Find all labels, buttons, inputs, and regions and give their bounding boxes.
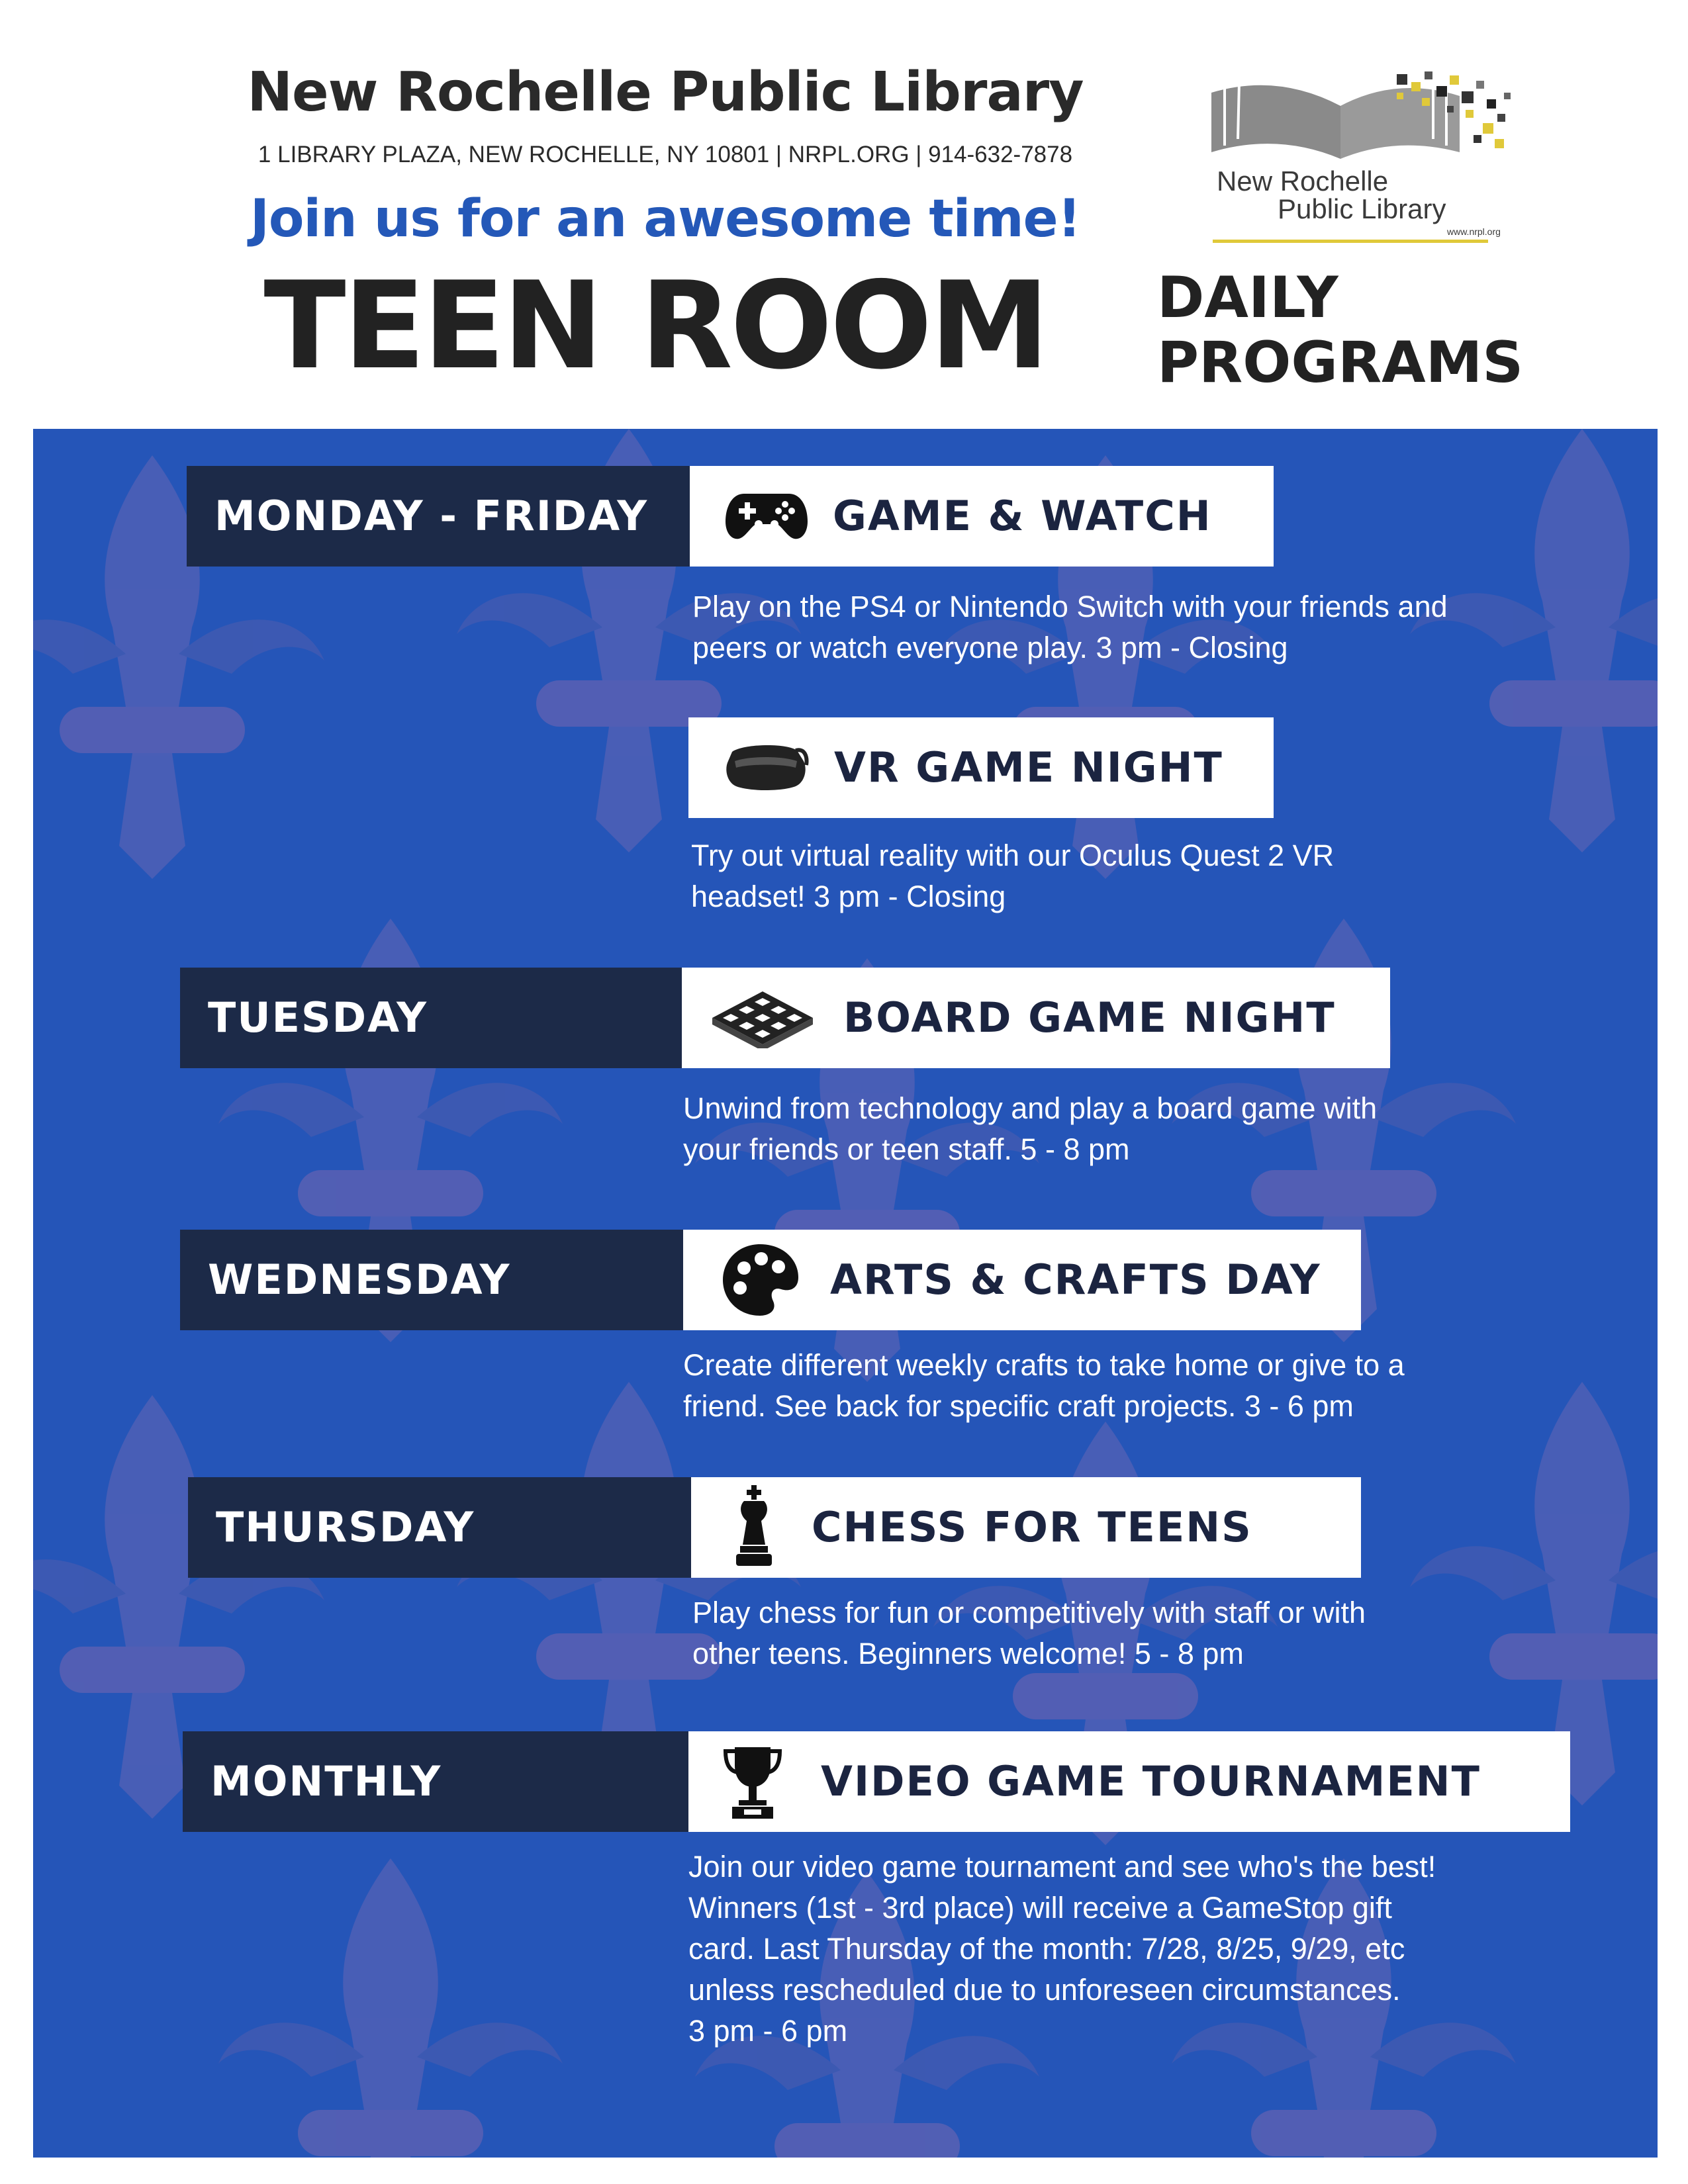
chess-king-icon — [731, 1484, 777, 1570]
program-description — [691, 835, 1334, 917]
program-description — [683, 1345, 1405, 1427]
program-title-box — [688, 1731, 1570, 1832]
schedule-panel — [33, 429, 1658, 2158]
description-line: headset! 3 pm - Closing — [691, 880, 1006, 913]
library-logo — [1198, 66, 1516, 251]
description-line: card. Last Thursday of the month: 7/28, 8/25, 9/29, etc — [688, 1932, 1405, 1966]
program-title-box — [690, 466, 1274, 567]
logo-underline — [1213, 240, 1488, 243]
description-line: Try out virtual reality with our Oculus Quest 2 VR — [691, 839, 1335, 872]
library-address: 1 LIBRARY PLAZA, NEW ROCHELLE, NY 10801 | NRPL.ORG | 914-632-7878 — [258, 142, 1073, 167]
page-subtitle-line1: DAILY — [1157, 265, 1338, 331]
program-description — [692, 1592, 1366, 1674]
description-line: unless rescheduled due to unforeseen circumstances. — [688, 1973, 1401, 2007]
description-line: Create different weekly crafts to take home or give to a — [683, 1348, 1405, 1382]
page-subtitle-line2: PROGRAMS — [1157, 330, 1524, 396]
palette-icon — [720, 1242, 800, 1318]
description-line: Unwind from technology and play a board game with — [683, 1091, 1378, 1125]
program-title: VIDEO GAME TOURNAMENT — [821, 1757, 1481, 1805]
description-line: 3 pm - 6 pm — [688, 2014, 848, 2048]
logo-url: www.nrpl.org — [1447, 226, 1501, 237]
trophy-icon — [723, 1743, 782, 1820]
program-title: CHESS FOR TEENS — [812, 1503, 1252, 1551]
page-title: TEEN ROOM — [263, 255, 1047, 396]
program-title-box — [683, 1230, 1361, 1330]
program-description — [683, 1088, 1377, 1170]
tagline: Join us for an awesome time! — [250, 189, 1081, 249]
day-label-tuesday: TUESDAY — [180, 968, 718, 1068]
book-logo-icon — [1198, 66, 1516, 165]
program-description — [692, 586, 1448, 668]
program-title-box — [682, 968, 1390, 1068]
description-line: Winners (1st - 3rd place) will receive a GameStop gift — [688, 1891, 1392, 1925]
day-label-thursday: THURSDAY — [188, 1477, 724, 1578]
chessboard-icon — [710, 989, 816, 1048]
program-title-box — [691, 1477, 1361, 1578]
program-title: GAME & WATCH — [833, 492, 1212, 540]
program-description — [688, 1846, 1436, 2052]
program-title-box — [688, 717, 1274, 818]
logo-text-line2: Public Library — [1278, 193, 1446, 224]
description-line: friend. See back for specific craft projects. 3 - 6 pm — [683, 1389, 1354, 1423]
description-line: Play on the PS4 or Nintendo Switch with your friends and — [692, 590, 1448, 623]
description-line: peers or watch everyone play. 3 pm - Closing — [692, 631, 1288, 664]
description-line: your friends or teen staff. 5 - 8 pm — [683, 1132, 1130, 1166]
program-title: ARTS & CRAFTS DAY — [830, 1255, 1321, 1304]
day-label-wednesday: WEDNESDAY — [180, 1230, 718, 1330]
day-label-monthly: MONTHLY — [183, 1731, 719, 1832]
library-name: New Rochelle Public Library — [247, 61, 1084, 124]
program-title: BOARD GAME NIGHT — [843, 993, 1336, 1042]
description-line: Play chess for fun or competitively with staff or with — [692, 1596, 1366, 1629]
vr-headset-icon — [723, 739, 809, 796]
day-label-monday-friday: MONDAY - FRIDAY — [187, 466, 723, 567]
description-line: other teens. Beginners welcome! 5 - 8 pm — [692, 1637, 1244, 1670]
logo-text-line1: New Rochelle — [1217, 165, 1389, 197]
program-title: VR GAME NIGHT — [834, 743, 1223, 792]
game-controller-icon — [724, 490, 809, 543]
description-line: Join our video game tournament and see who's the best! — [688, 1850, 1436, 1884]
